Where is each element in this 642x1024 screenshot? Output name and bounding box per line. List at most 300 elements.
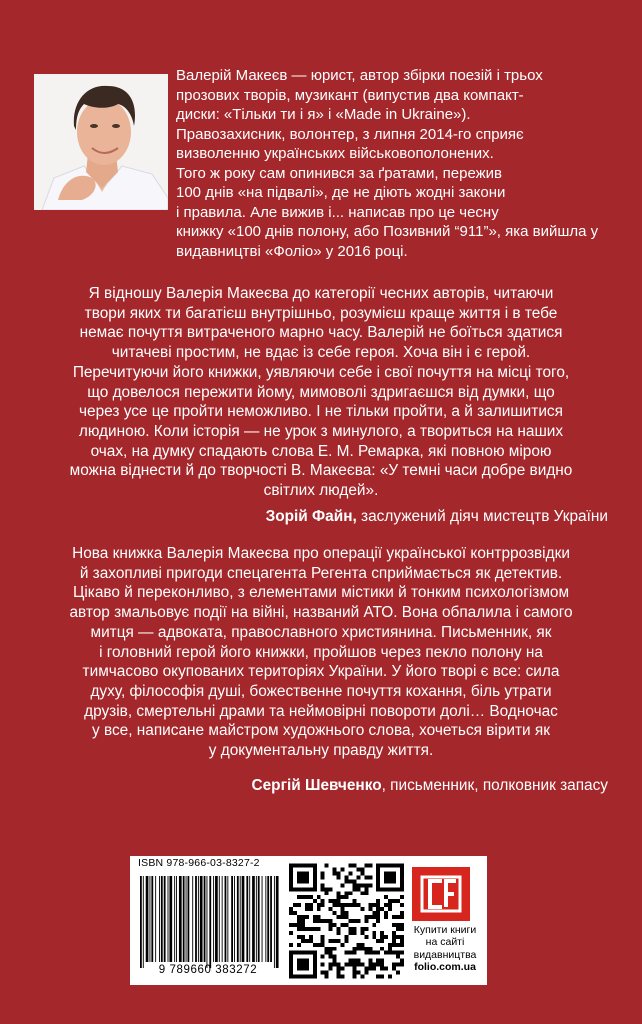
qr-module [345, 895, 349, 899]
barcode-bar [267, 876, 269, 962]
qr-module [384, 915, 388, 919]
review-line: через усе це пройти неможливо. І не тільки пройти, а й залишитися [79, 403, 563, 421]
qr-module [329, 947, 333, 951]
barcode-bar [151, 876, 153, 962]
buy-books-note [405, 924, 485, 973]
qr-module [360, 931, 364, 935]
signature-title: , письменник, полковник запасу [381, 777, 608, 794]
qr-module [297, 915, 301, 919]
qr-module [380, 975, 384, 979]
qr-module [360, 947, 364, 951]
qr-module [368, 907, 372, 911]
qr-module [333, 903, 337, 907]
qr-module [325, 864, 329, 868]
barcode-bar [274, 876, 275, 968]
qr-module [364, 951, 368, 955]
qr-module [380, 935, 384, 939]
qr-module [321, 875, 325, 879]
qr-module [388, 907, 392, 911]
qr-module [329, 963, 333, 967]
qr-module [380, 939, 384, 943]
bio-line: 100 днів «на підвалі», де не діють жодні закони [176, 184, 506, 201]
qr-module [388, 899, 392, 903]
qr-module [388, 975, 392, 979]
qr-module [325, 947, 329, 951]
qr-module [317, 895, 321, 899]
qr-module [388, 951, 392, 955]
qr-module [313, 919, 317, 923]
qr-module [352, 879, 356, 883]
qr-module [348, 864, 352, 868]
qr-module [364, 891, 368, 895]
qr-module [364, 927, 368, 931]
qr-module [321, 935, 325, 939]
qr-module [384, 911, 388, 915]
review-line: можна віднести й до творчості В. Макеєва: «У темні часи добре видно [69, 462, 573, 480]
qr-module [321, 903, 325, 907]
bio-line: видавництві «Фоліо» у 2016 році. [176, 242, 408, 260]
qr-module [337, 963, 341, 967]
qr-module [337, 915, 341, 919]
qr-module [360, 975, 364, 979]
qr-module [329, 951, 333, 955]
qr-module [337, 927, 341, 931]
qr-module [376, 907, 380, 911]
review-line: і головний герой його книжки, пройшов через пекло полону на [99, 643, 543, 661]
review-line: у все, написане майстром художнього слова, хочеться вірити як [92, 722, 550, 740]
qr-module [376, 939, 380, 943]
qr-module [337, 939, 341, 943]
qr-module [297, 935, 301, 939]
barcode-bar [200, 876, 203, 962]
qr-module [356, 867, 360, 871]
qr-module [333, 939, 337, 943]
qr-module [345, 891, 349, 895]
qr-module [392, 963, 396, 967]
qr-module [396, 955, 400, 959]
qr-module [352, 931, 356, 935]
qr-module [348, 959, 352, 963]
qr-module [301, 915, 305, 919]
qr-module [380, 931, 384, 935]
qr-module [337, 967, 341, 971]
qr-module [356, 887, 360, 891]
qr-module [317, 907, 321, 911]
qr-module [400, 903, 404, 907]
qr-module [341, 915, 345, 919]
qr-module [341, 867, 345, 871]
qr-module [360, 943, 364, 947]
qr-module [360, 883, 364, 887]
qr-module [352, 947, 356, 951]
barcode-digits: 9 789660 383272 [158, 964, 258, 976]
barcode-bar [242, 876, 245, 962]
qr-module [352, 903, 356, 907]
isbn-label: ISBN 978-966-03-8327-2 [138, 857, 260, 869]
barcode-bar [276, 876, 279, 968]
qr-module [337, 875, 341, 879]
qr-module [305, 903, 309, 907]
buy-line: Купити книги [413, 924, 477, 936]
barcode-bar [237, 876, 239, 962]
qr-module [384, 895, 388, 899]
signature-name: Зорій Файн, [265, 508, 357, 525]
review-line: очах, на думку спадають слова Е. М. Ремарка, які повною мірою [90, 442, 552, 460]
qr-module [400, 923, 404, 927]
qr-module [341, 895, 345, 899]
review-line: твори яких ти багатієш внутрішньо, розумієш краще життя і в тебе [84, 304, 558, 322]
bio-line: і правила. Але вижив і... написав про це чесну [176, 203, 499, 221]
qr-module [356, 959, 360, 963]
qr-module [341, 975, 345, 979]
qr-module [392, 923, 396, 927]
qr-module [345, 923, 349, 927]
qr-module [372, 915, 376, 919]
qr-module [289, 931, 293, 935]
qr-module [372, 931, 376, 935]
qr-module [348, 951, 352, 955]
qr-module [372, 911, 376, 915]
barcode-bar [183, 876, 185, 962]
qr-module [301, 919, 305, 923]
qr-module [333, 963, 337, 967]
review-line: митця — адвоката, православного християнина. Письменник, як [90, 623, 552, 641]
qr-module [392, 915, 396, 919]
qr-module [352, 971, 356, 975]
qr-module [352, 959, 356, 963]
barcode-image [134, 862, 282, 980]
qr-module [345, 879, 349, 883]
qr-module [392, 951, 396, 955]
qr-module [309, 907, 313, 911]
qr-module [368, 951, 372, 955]
qr-module [309, 903, 313, 907]
qr-module [321, 883, 325, 887]
qr-module [309, 935, 313, 939]
bio-line: диски: «Тільки ти і я» і «Made in Ukraine»). [176, 106, 471, 123]
qr-module [396, 899, 400, 903]
qr-module [341, 943, 345, 947]
review-line: автор змальовує події на війні, названий АТО. Вона обпалила і самого [69, 604, 573, 622]
qr-module [337, 891, 341, 895]
qr-module [368, 947, 372, 951]
qr-module [317, 919, 321, 923]
barcode-bar [265, 876, 266, 962]
qr-module [380, 963, 384, 967]
qr-module [325, 887, 329, 891]
barcode-bar [209, 876, 211, 968]
qr-module [333, 959, 337, 963]
qr-module [356, 903, 360, 907]
barcode-bar [219, 876, 220, 962]
qr-module [392, 899, 396, 903]
qr-module [297, 923, 301, 927]
review-paragraph-1 [32, 284, 610, 501]
qr-module [289, 907, 293, 911]
qr-module [392, 967, 396, 971]
qr-module [317, 927, 321, 931]
bio-line: Того ж року сам опинився за ґратами, пережив [176, 164, 503, 182]
barcode-bar [174, 876, 175, 962]
barcode-bar [161, 876, 163, 962]
qr-module [297, 903, 301, 907]
qr-module [345, 951, 349, 955]
barcode-bar [252, 876, 255, 962]
qr-module [388, 947, 392, 951]
qr-module [333, 911, 337, 915]
qr-module [345, 911, 349, 915]
qr-module [345, 903, 349, 907]
qr-module [325, 971, 329, 975]
qr-module [321, 963, 325, 967]
barcode-bar [222, 876, 223, 962]
qr-module [301, 939, 305, 943]
qr-module [333, 899, 337, 903]
qr-module [396, 935, 400, 939]
qr-module [301, 923, 305, 927]
qr-module [380, 967, 384, 971]
qr-module [384, 903, 388, 907]
qr-module [345, 915, 349, 919]
barcode-bar [150, 876, 151, 962]
qr-module [305, 939, 309, 943]
review-line: тимчасово окупованих територіях України. У його творі є все: сила [82, 663, 560, 681]
barcode-bar [168, 876, 169, 962]
barcode-bar [225, 876, 227, 962]
qr-module [325, 919, 329, 923]
qr-module [396, 927, 400, 931]
qr-module [360, 963, 364, 967]
qr-module [360, 907, 364, 911]
qr-module [329, 919, 333, 923]
qr-module [333, 955, 337, 959]
qr-module [329, 939, 333, 943]
qr-module [372, 903, 376, 907]
barcode-bar [227, 876, 228, 962]
qr-module [301, 927, 305, 931]
qr-module [321, 971, 325, 975]
qr-module [364, 864, 368, 868]
qr-module [297, 927, 301, 931]
barcode-bar [249, 876, 250, 962]
qr-module [400, 935, 404, 939]
publisher-site-link[interactable]: folio.com.ua [414, 960, 476, 973]
qr-module [301, 895, 305, 899]
qr-module [329, 899, 333, 903]
qr-module [364, 919, 368, 923]
qr-module [352, 864, 356, 868]
barcode-bar [186, 876, 187, 962]
review-line: що довелося пережити йому, мимоволі здригаєшся від думки, що [87, 383, 555, 401]
qr-module [293, 923, 297, 927]
qr-module [289, 943, 293, 947]
qr-module [348, 919, 352, 923]
barcode-bar [234, 876, 235, 962]
review-line: Я відношу Валерія Макеєва до категорії чесних авторів, читаючи [88, 285, 554, 302]
qr-module [352, 975, 356, 979]
qr-module [364, 915, 368, 919]
qr-module [289, 911, 293, 915]
qr-module [321, 943, 325, 947]
qr-module [400, 943, 404, 947]
qr-module [348, 871, 352, 875]
qr-module [341, 967, 345, 971]
qr-module [348, 931, 352, 935]
qr-code[interactable] [289, 862, 404, 980]
qr-module [372, 923, 376, 927]
barcode-bar [256, 876, 257, 962]
barcode-bar [204, 876, 206, 962]
qr-module [337, 931, 341, 935]
qr-module [317, 915, 321, 919]
qr-module [321, 955, 325, 959]
qr-module [396, 971, 400, 975]
qr-module [372, 935, 376, 939]
qr-module [321, 899, 325, 903]
bio-line: прозових творів, музикант (випустив два компакт- [176, 86, 524, 104]
barcode-bar [143, 876, 144, 968]
qr-module [305, 895, 309, 899]
qr-module [400, 959, 404, 963]
qr-module [368, 959, 372, 963]
review-line: у документальну правду життя. [208, 742, 434, 760]
qr-module [368, 915, 372, 919]
qr-module [384, 951, 388, 955]
qr-module [329, 923, 333, 927]
qr-module [360, 867, 364, 871]
qr-module [368, 967, 372, 971]
qr-module [396, 951, 400, 955]
qr-module [364, 971, 368, 975]
qr-module [337, 871, 341, 875]
review-line: Перечитуючи його книжки, уявляючи себе і свої почуття на місці того, [72, 363, 570, 381]
qr-module [313, 915, 317, 919]
folio-logo-icon [412, 867, 470, 921]
qr-module [321, 887, 325, 891]
qr-module [329, 907, 333, 911]
qr-module [376, 911, 380, 915]
qr-module [341, 903, 345, 907]
qr-module [289, 923, 293, 927]
qr-module [372, 967, 376, 971]
buy-line: видавництва [413, 948, 477, 961]
qr-module [341, 883, 345, 887]
qr-module [337, 903, 341, 907]
qr-module [392, 939, 396, 943]
qr-module [321, 919, 325, 923]
qr-module [325, 951, 329, 955]
review-line: Цікаво й переконливо, з елементами містики й тонким психологізмом [72, 584, 570, 602]
qr-module [380, 959, 384, 963]
qr-module [388, 903, 392, 907]
bio-line: Валерій Макеєв — юрист, автор збірки поезій і трьох [176, 67, 543, 84]
qr-module [352, 919, 356, 923]
qr-module [317, 903, 321, 907]
qr-module [293, 903, 297, 907]
qr-module [309, 895, 313, 899]
qr-module [348, 903, 352, 907]
barcode-bar [146, 876, 149, 962]
qr-module [337, 971, 341, 975]
qr-module [368, 883, 372, 887]
qr-module [376, 919, 380, 923]
author-portrait-image [34, 74, 168, 210]
qr-module [325, 891, 329, 895]
qr-module [341, 907, 345, 911]
qr-module [400, 939, 404, 943]
qr-module [352, 887, 356, 891]
barcode-bar [179, 876, 182, 962]
buy-line: на сайті [425, 936, 465, 949]
barcode-bar [246, 876, 248, 962]
qr-module [360, 927, 364, 931]
barcode-bar [140, 876, 142, 968]
qr-module [364, 967, 368, 971]
qr-module [392, 935, 396, 939]
qr-module [356, 963, 360, 967]
qr-module [392, 931, 396, 935]
publisher-logo [412, 867, 470, 921]
qr-module [372, 951, 376, 955]
qr-module [301, 935, 305, 939]
qr-finder [297, 959, 309, 971]
qr-module [364, 883, 368, 887]
qr-module [352, 883, 356, 887]
qr-module [345, 963, 349, 967]
barcode-bar [198, 876, 199, 962]
barcode-bar [159, 876, 160, 962]
qr-module [376, 915, 380, 919]
qr-module [380, 947, 384, 951]
qr-module [333, 923, 337, 927]
qr-module [388, 943, 392, 947]
qr-module [352, 927, 356, 931]
qr-module [348, 879, 352, 883]
barcode-bar [262, 876, 263, 962]
qr-module [305, 915, 309, 919]
qr-module [380, 907, 384, 911]
qr-module [345, 875, 349, 879]
qr-module [345, 935, 349, 939]
qr-module [364, 935, 368, 939]
qr-module [325, 975, 329, 979]
review-line: друзів, смертельні драми та неймовірні повороти долі… Водночас [84, 702, 558, 720]
barcode-bar [258, 876, 260, 962]
qr-module [309, 939, 313, 943]
review-line: світлих людей». [263, 482, 379, 500]
qr-module [400, 951, 404, 955]
barcode-bar [155, 876, 156, 962]
qr-module [376, 959, 380, 963]
qr-module [376, 951, 380, 955]
barcode-bar [164, 876, 166, 962]
qr-module [364, 887, 368, 891]
bio-line: книжку «100 днів полону, або Позивний “911”», яка вийшла у [176, 223, 599, 240]
qr-module [329, 887, 333, 891]
qr-module [356, 943, 360, 947]
qr-module [384, 935, 388, 939]
qr-module [360, 891, 364, 895]
qr-module [333, 947, 337, 951]
qr-module [293, 911, 297, 915]
qr-module [352, 967, 356, 971]
qr-module [356, 947, 360, 951]
barcode-bar [176, 876, 177, 962]
qr-module [321, 871, 325, 875]
review-line: людиною. Коли історія — не урок з минулого, а твориться на наших [78, 422, 564, 440]
qr-module [400, 895, 404, 899]
barcode-bar [195, 876, 197, 962]
